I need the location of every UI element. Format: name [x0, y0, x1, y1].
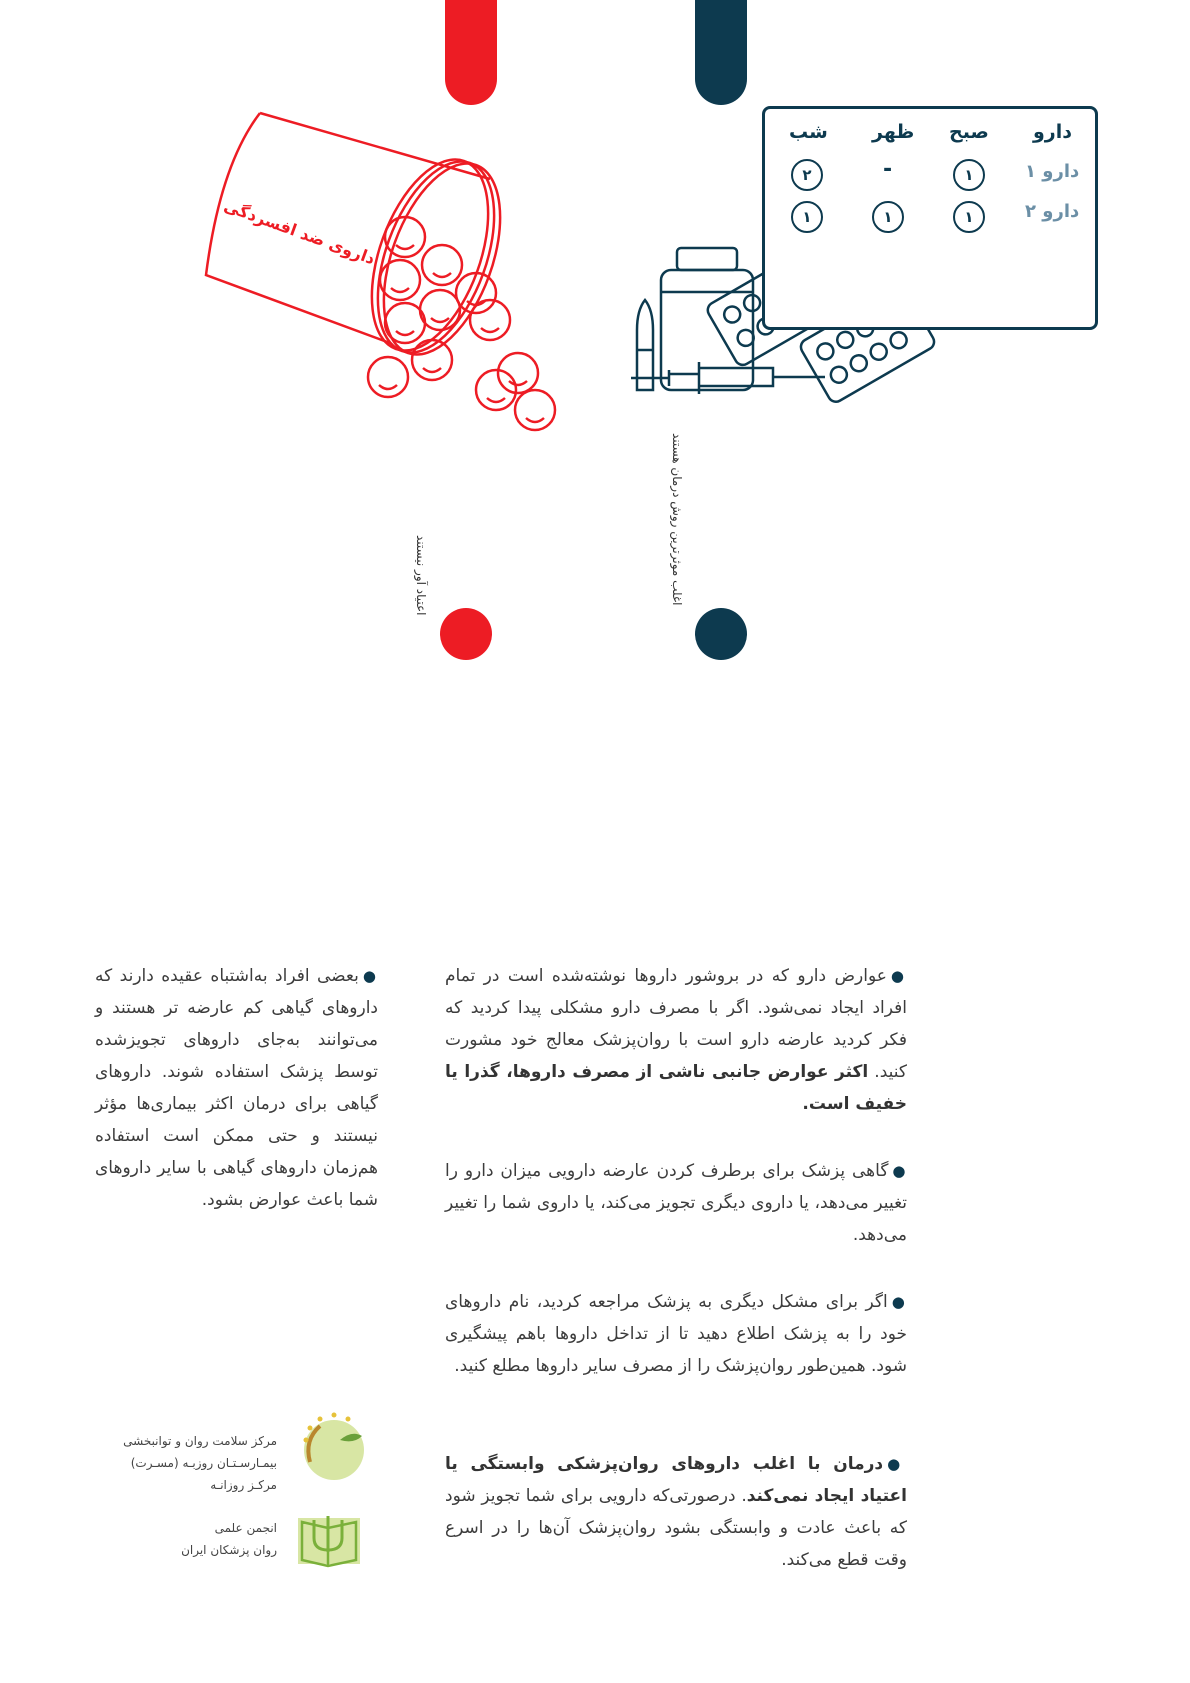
navy-vertical-caption: اغلب موثرترین روش درمان هستند: [670, 433, 684, 606]
bullet-icon: ●: [890, 967, 907, 985]
header-night: شب: [789, 121, 828, 143]
paragraph-dose-change: ●گاهی پزشک برای برطرف کردن عارضه دارویی میزان دارو را تغییر می‌دهد، یا داروی دیگری تجویز می‌کند، یا داروی شما را تغییر می‌دهد.: [445, 1161, 907, 1245]
header-noon: ظهر: [872, 121, 915, 143]
row-2-noon-dose: ۱: [872, 201, 904, 233]
navy-top-bar: [695, 0, 747, 105]
red-vertical-caption: اعتیاد آور نیستند: [414, 535, 428, 616]
paragraph-no-addiction: ●درمان با اغلب داروهای روان‌پزشکی وابستگی یا اعتیاد ایجاد نمی‌کند. درصورتی‌که دارویی برای شما تجویز شود که باعث عادت و وابستگی بشود روان‌پزشک آن‌ها را در اسرع وقت قطع می‌کند.: [445, 1454, 907, 1570]
red-top-bar: [445, 0, 497, 105]
paragraph-side-effects: ●عوارض دارو که در بروشور داروها نوشته‌شده است در تمام افراد ایجاد نمی‌شود. اگر با مصرف دارو مشکلی پیدا کردید که فکر کردید عارضه دارو است با روان‌پزشک معالج خود مشورت کنید. اکثر عوارض جانبی ناشی از مصرف داروها، گذرا یا خفیف است.: [445, 966, 907, 1114]
bullet-icon: ●: [892, 1162, 907, 1180]
row-1-drug-name: دارو ۱: [1025, 161, 1080, 182]
bullet-icon: ●: [891, 1293, 908, 1311]
smiley-pill-12: [515, 390, 555, 430]
smiley-pill-7: [385, 303, 425, 343]
header-morning: صبح: [949, 121, 989, 143]
row-2-morning-dose: ۱: [953, 201, 985, 233]
row-2-drug-name: دارو ۲: [1025, 201, 1080, 222]
navy-dot: [695, 608, 747, 660]
row-1-noon-dose: -: [883, 157, 893, 182]
row-1-night-dose: ۲: [791, 159, 823, 191]
bottle-label: داروی ضد افسردگی: [221, 196, 378, 269]
roozbeh-center-logo-icon: [296, 1410, 372, 1486]
psychiatric-association-logo-icon: [296, 1512, 362, 1570]
smiley-pill-9: [368, 357, 408, 397]
dosage-table: [762, 106, 1098, 330]
row-1-morning-dose: ۱: [953, 159, 985, 191]
header-drug: دارو: [1033, 121, 1073, 143]
pill-bottle-illustration: [200, 105, 580, 445]
roozbeh-center-logo-text: مرکز سلامت روان و توانبخشی بیمـارسـتـان روزبـه (مسـرت) مرکـز روزانـه: [123, 1434, 277, 1492]
ampoule: [637, 300, 653, 390]
bullet-icon: ●: [362, 967, 378, 985]
row-2-night-dose: ۱: [791, 201, 823, 233]
paragraph-drug-interaction: ●اگر برای مشکل دیگری به پزشک مراجعه کردید، نام داروهای خود را به پزشک اطلاع دهید تا از تداخل داروها باهم پیشگیری شود. همین‌طور روان‌پزشک را از مصرف سایر داروها مطلع کنید.: [445, 1292, 908, 1376]
red-dot: [440, 608, 492, 660]
psychiatric-association-logo-text: انجمن علمی روان پزشکان ایران: [181, 1521, 277, 1557]
paragraph-herbal-medicine: ●بعضی افراد به‌اشتباه عقیده دارند که داروهای گیاهی کم عارضه تر هستند و می‌توانند به‌جای داروهای تجویزشده توسط پزشک استفاده شوند. داروهای گیاهی برای درمان اکثر بیماری‌ها مؤثر نیستند و حتی ممکن است استفاده هم‌زمان داروهای گیاهی با سایر داروهای شما باعث عوارض بشود.: [95, 966, 378, 1210]
bullet-icon: ●: [887, 1455, 907, 1473]
smiley-pill-2: [422, 245, 462, 285]
